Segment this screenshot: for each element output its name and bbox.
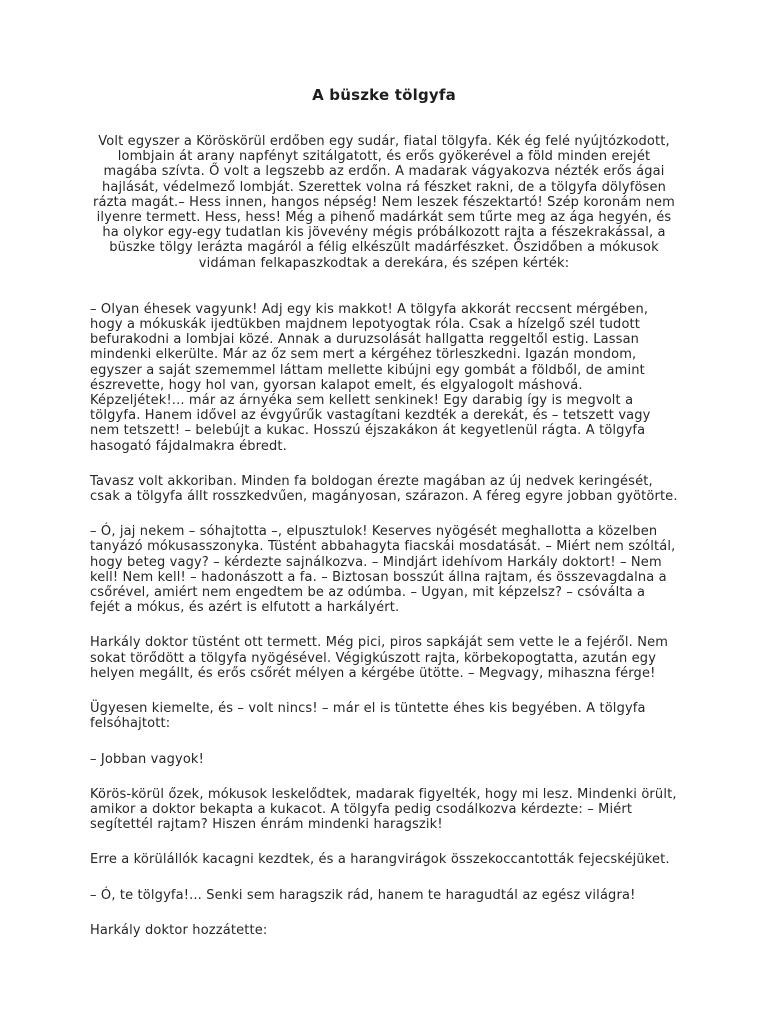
paragraph: – Jobban vagyok! — [90, 751, 204, 767]
paragraph: – Ó, te tölgyfa!... Senki sem haragszik rád, hanem te haragudtál az egész világra! — [90, 887, 636, 903]
paragraph: Tavasz volt akkoriban. Minden fa boldogan érezte magában az új nedvek keringését, csak a tölgyfa állt rosszkedvűen, magányosan, szárazon. A féreg egyre jobban gyötörte. — [90, 473, 678, 505]
paragraph: Erre a körülállók kacagni kezdtek, és a harangvirágok összekoccantották fejecskéjüket. — [90, 852, 670, 868]
document-title: A büszke tölgyfa — [312, 86, 456, 104]
paragraph: Harkály doktor tüstént ott termett. Még pici, piros sapkáját sem vette le a fejéről. Nem sokat törődött a tölgyfa nyögésével. Végigkúszott rajta, körbekopogtatta, azután egy helyen megállt, és erős csőrét mélyen a kérgébe ütötte. – Megvagy, mihaszna férge! — [90, 635, 669, 681]
paragraph: Harkály doktor hozzátette: — [90, 922, 268, 938]
paragraph: Körös-körül őzek, mókusok leskelődtek, madarak figyelték, hogy mi lesz. Mindenki örült, amikor a doktor bekapta a kukacot. A tölgyfa pedig csodálkozva kérdezte: – Miért segítettél rajtam? Hiszen énrám mindenki haragszik! — [90, 786, 677, 833]
paragraph: – Ó, jaj nekem – sóhajtotta –, elpusztulok! Keserves nyögését meghallotta a közelben tanyázó mókusasszonyka. Tüstént abbahagyta fiacskái mosdatását. – Miért nem szóltál, hogy beteg vagy? – kérdezte sajnálkozva. – Mindjárt idehívom Harkály doktort! – Nem kell! Nem kell! – hadonászott a fa. – Biztosan bosszút állna rajtam, és összevagdalna a csőrével, amiért nem engedtem be az odúmba. – Ugyan, mit képzelsz? – csóválta a fejét a mókus, és azért is elfutott a harkályért. — [90, 524, 676, 616]
paragraph: Volt egyszer a Köröskörül erdőben egy sudár, fiatal tölgyfa. Kék ég felé nyújtózkodott, lombjain át arany napfényt szitálgatott, és erős gyökerével a föld minden erejét magába szívta. Ő volt a legszebb az erdőn. A madarak vágyakozva nézték erős ágai hajlását, védelmező lombját. Szerettek volna rá fészket rakni, de a tölgyfa dölyfösen rázta magát.– Hess innen, hangos népség! Nem leszek fészektartó! Szép koronám nem ilyenre termett. Hess, hess! Még a pihenő madárkát sem tűrte meg az ága hegyén, és ha olykor egy-egy tudatlan kis jövevény mégis próbálkozott rajta a fészekrakással, a büszke tölgy lerázta magáról a félig elkészült madárfészket. Őszidőben a mókusok vidáman felkapaszkodtak a derekára, és szépen kérték: — [93, 134, 675, 271]
paragraph: – Olyan éhesek vagyunk! Adj egy kis makkot! A tölgyfa akkorát reccsent mérgében, hogy a mókuskák ijedtükben majdnem lepotyogtak róla. Csak a hízelgő szél tudott befurakodni a lombjai közé. Annak a duruzsolását hallgatta reggeltől estig. Lassan mindenki elkerülte. Már az őz sem mert a kérgéhez törleszkedni. Igazán mondom, egyszer a saját szememmel láttam mellette kibújni egy gombát a földből, de amint észrevette, hogy hol van, gyorsan kalapot emelt, és elgyalogolt máshová. Képzeljétek!... már az árnyéka sem kellett senkinek! Egy darabig így is megvolt a tölgyfa. Hanem idővel az évgyűrűk vastagítani kezdték a derekát, és – tetszett vagy nem tetszett! – belebújt a kukac. Hosszú éjszakákon át kegyetlenül rágta. A tölgyfa hasogató fájdalmakra ébredt. — [90, 301, 651, 454]
paragraph: Ügyesen kiemelte, és – volt nincs! – már el is tüntette éhes kis begyében. A tölgyfa felsóhajtott: — [90, 701, 646, 732]
